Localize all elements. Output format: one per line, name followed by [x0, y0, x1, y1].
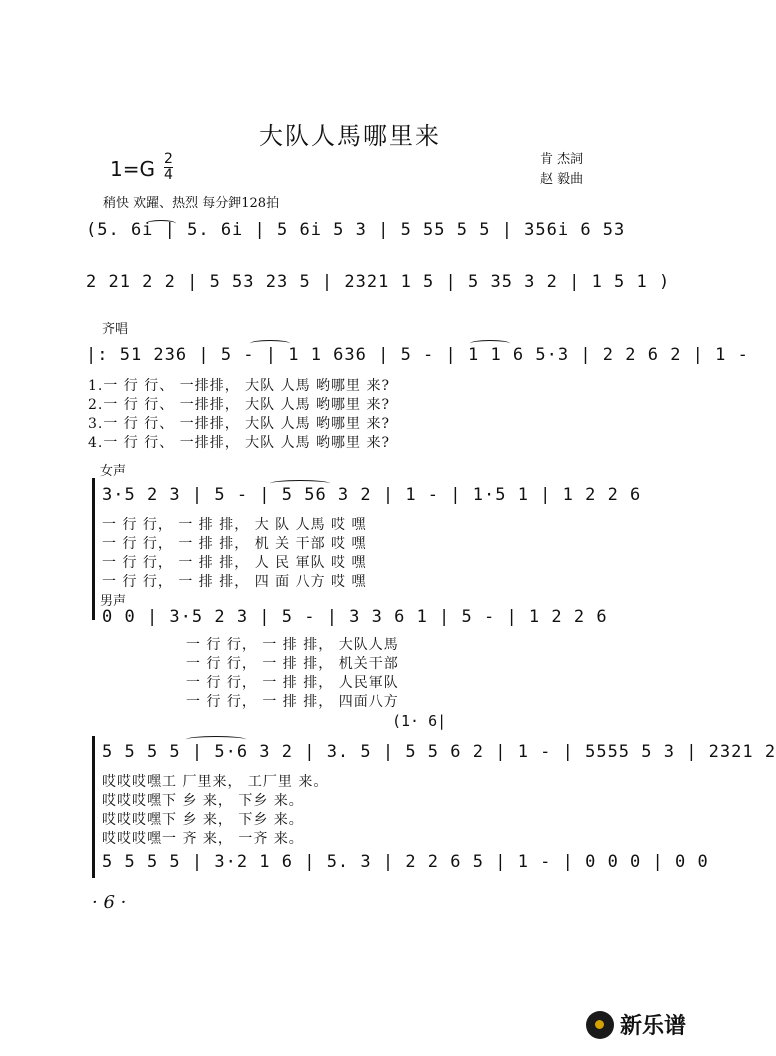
composer-credit: 赵 毅曲: [540, 172, 584, 187]
tempo-marking: 稍快 欢躍、热烈 每分鉀128拍: [103, 196, 280, 211]
slur-arc: [250, 340, 290, 347]
final-lyric-1: 哎哎哎嘿工 厂里来， 工厂里 来。: [102, 774, 329, 790]
chorus-lyric-4: 4.一 行 行、 一排排， 大队 人馬 哟哪里 来?: [88, 435, 391, 451]
female-label: 女声: [100, 464, 127, 479]
lower-notes: 5 5 5 5 | 3·2 1 6 | 5. 3 | 2 2 6 5 | 1 - | 0 0 0 | 0 0: [102, 852, 709, 872]
male-lyric-3: 一 行 行， 一 排 排， 人民軍队: [186, 675, 399, 691]
upper-notes: 5 5 5 5 | 5·6 3 2 | 3. 5 | 5 5 6 2 | 1 - | 5555 5 3 | 2321 2: [102, 742, 776, 762]
female-lyric-3: 一 行 行， 一 排 排， 人 民 軍队 哎 嘿: [102, 555, 367, 571]
slur-arc: [270, 480, 330, 487]
final-brace: [92, 736, 95, 878]
time-sig-top: 2: [164, 151, 173, 167]
time-sig-bottom: 4: [164, 167, 173, 183]
logo-text: 新乐谱: [619, 1014, 686, 1039]
final-lyric-3: 哎哎哎嘿下 乡 来， 下乡 来。: [102, 812, 304, 828]
key-signature: 1=G: [110, 157, 155, 181]
female-lyric-4: 一 行 行， 一 排 排， 四 面 八方 哎 嘿: [102, 574, 367, 590]
chorus-lyric-1: 1.一 行 行、 一排排， 大队 人馬 哟哪里 来?: [88, 378, 391, 394]
grace-notes: (1· 6|: [392, 712, 447, 730]
time-signature: [164, 152, 173, 183]
disc-icon: [586, 1011, 614, 1039]
intro-line-1: (5. 6i | 5. 6i | 5 6i 5 3 | 5 55 5 5 | 356i 6 53: [86, 220, 626, 240]
chorus-label: 齐唱: [102, 322, 129, 337]
male-lyric-4: 一 行 行， 一 排 排， 四面八方: [186, 694, 399, 710]
male-label: 男声: [100, 594, 127, 609]
female-lyric-2: 一 行 行， 一 排 排， 机 关 干部 哎 嘿: [102, 536, 367, 552]
watermark-logo: [586, 1009, 686, 1040]
male-lyric-1: 一 行 行， 一 排 排， 大队人馬: [186, 637, 399, 653]
female-notes: 3·5 2 3 | 5 - | 5 56 3 2 | 1 - | 1·5 1 | 1 2 2 6: [102, 485, 642, 505]
male-notes: 0 0 | 3·5 2 3 | 5 - | 3 3 6 1 | 5 - | 1 2 2 6: [102, 607, 608, 627]
chorus-notes: |: 51 236 | 5 - | 1 1 636 | 5 - | 1 1 6 5·3 | 2 2 6 2 | 1 -: [86, 345, 749, 365]
slur-arc: [470, 340, 510, 347]
chorus-lyric-3: 3.一 行 行、 一排排， 大队 人馬 哟哪里 来?: [88, 416, 391, 432]
female-lyric-1: 一 行 行， 一 排 排， 大 队 人馬 哎 嘿: [102, 517, 367, 533]
female-male-brace: [92, 478, 95, 620]
intro-line-2: 2 21 2 2 | 5 53 23 5 | 2321 1 5 | 5 35 3 2 | 1 5 1 ): [86, 272, 671, 292]
final-lyric-4: 哎哎哎嘿一 齐 来， 一齐 来。: [102, 831, 304, 847]
male-lyric-2: 一 行 行， 一 排 排， 机关干部: [186, 656, 399, 672]
slur-arc: [186, 736, 246, 743]
chorus-lyric-2: 2.一 行 行、 一排排， 大队 人馬 哟哪里 来?: [88, 397, 391, 413]
song-title: 大队人馬哪里来: [259, 122, 441, 150]
slur-arc: [146, 220, 176, 227]
page-number: · 6 ·: [92, 892, 127, 913]
lyricist-credit: 肯 杰詞: [540, 152, 584, 167]
final-lyric-2: 哎哎哎嘿下 乡 来， 下乡 来。: [102, 793, 304, 809]
